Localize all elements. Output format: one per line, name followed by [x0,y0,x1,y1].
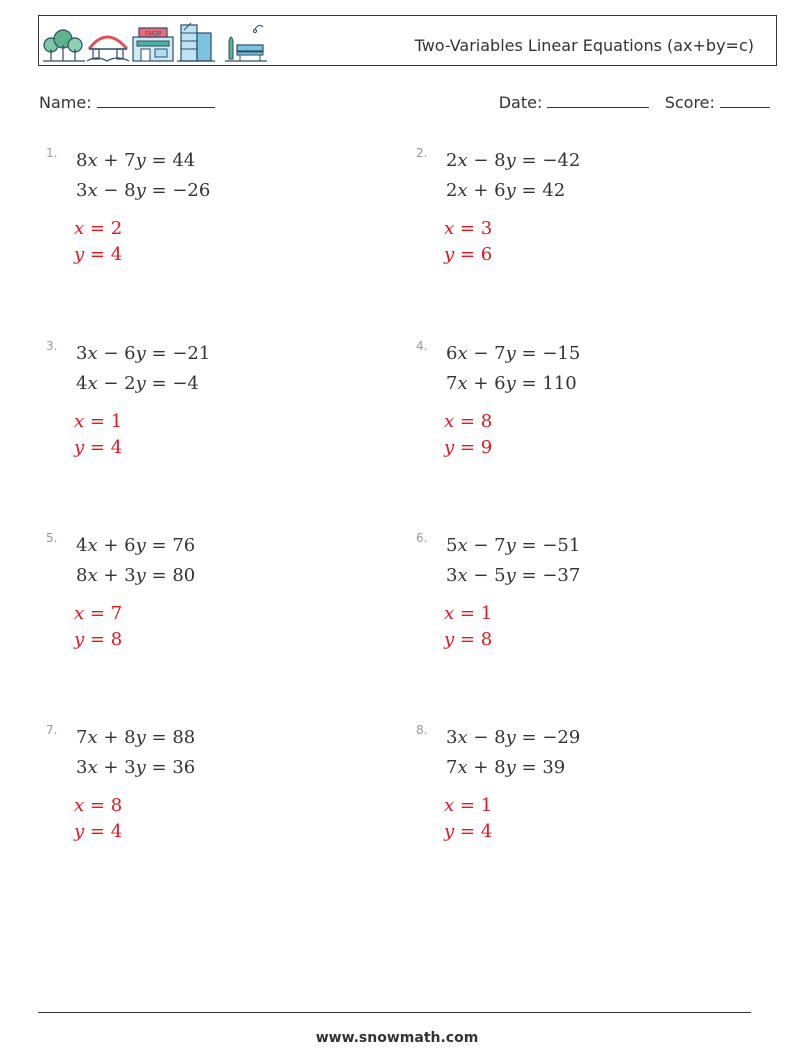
answer-y: y = 4 [74,244,123,265]
shop-sign-text: SHOP [144,31,162,38]
answer-x-value: 2 [110,218,123,239]
var-y: y [505,150,516,171]
equation: 3x − 6y = −21 [76,343,211,364]
constant: 42 [542,180,566,201]
constant: −29 [542,727,581,748]
var-y: y [135,565,146,586]
var-y: y [135,727,146,748]
coef-x: 4 [76,373,88,394]
var-x: x [444,603,455,624]
answer-y: y = 8 [444,629,493,650]
coef-x: 7 [446,757,458,778]
var-y: y [505,727,516,748]
answer-y-value: 6 [480,244,493,265]
equation: 2x − 8y = −42 [446,150,581,171]
var-y: y [74,821,85,842]
var-y: y [135,180,146,201]
problem-number: 1. [46,146,58,160]
var-y: y [444,629,455,650]
answer-x-value: 3 [480,218,493,239]
coef-x: 8 [76,150,88,171]
coef-y: 6 [124,343,136,364]
var-y: y [505,535,516,556]
answer-y-value: 4 [110,821,123,842]
problem-item [416,723,756,873]
operator: − [103,180,119,201]
operator: + [103,535,119,556]
problem-number: 3. [46,339,58,353]
answer-y: y = 4 [74,437,123,458]
coef-x: 2 [446,180,458,201]
operator: − [473,727,489,748]
var-y: y [505,343,516,364]
var-y: y [135,535,146,556]
problem-item [416,531,756,681]
var-y: y [135,343,146,364]
var-x: x [87,535,98,556]
answer-x: x = 8 [74,795,123,816]
score-label: Score: [664,93,715,112]
var-x: x [457,757,468,778]
operator: + [473,373,489,394]
operator: + [103,727,119,748]
var-y: y [444,244,455,265]
equation: 7x + 6y = 110 [446,373,577,394]
constant: 80 [172,565,196,586]
var-x: x [457,727,468,748]
constant: 39 [542,757,566,778]
constant: 36 [172,757,196,778]
coef-y: 3 [124,757,136,778]
operator: + [103,757,119,778]
constant: 88 [172,727,196,748]
name-blank[interactable] [97,93,215,108]
answer-x-value: 1 [110,411,123,432]
var-x: x [87,373,98,394]
answer-x: x = 8 [444,411,493,432]
problem-number: 7. [46,723,58,737]
var-x: x [457,150,468,171]
coef-y: 8 [124,727,136,748]
var-x: x [87,180,98,201]
name-field [39,93,215,112]
var-y: y [505,757,516,778]
footer-divider [38,1012,751,1013]
answer-x-value: 1 [480,603,493,624]
problem-item [416,339,756,489]
answer-y-value: 8 [110,629,123,650]
answer-x: x = 7 [74,603,123,624]
var-y: y [135,373,146,394]
var-x: x [74,603,85,624]
constant: −51 [542,535,581,556]
answer-x-value: 7 [110,603,123,624]
operator: − [103,373,119,394]
operator: + [473,180,489,201]
equation: 3x − 8y = −29 [446,727,581,748]
var-x: x [87,150,98,171]
var-y: y [505,373,516,394]
operator: − [473,535,489,556]
constant: −15 [542,343,581,364]
problem-item [46,146,386,296]
answer-y-value: 8 [480,629,493,650]
constant: 44 [172,150,196,171]
coef-y: 2 [124,373,136,394]
var-y: y [135,150,146,171]
problem-number: 5. [46,531,58,545]
coef-x: 6 [446,343,458,364]
var-x: x [74,411,85,432]
date-score-field [499,93,770,112]
answer-x: x = 1 [74,411,123,432]
coef-y: 8 [494,757,506,778]
coef-y: 8 [494,727,506,748]
equation: 3x + 3y = 36 [76,757,196,778]
coef-y: 5 [494,565,506,586]
problem-number: 8. [416,723,428,737]
constant: −37 [542,565,581,586]
var-x: x [444,411,455,432]
answer-y-value: 4 [480,821,493,842]
coef-x: 3 [446,727,458,748]
operator: + [473,757,489,778]
problem-number: 6. [416,531,428,545]
coef-x: 3 [446,565,458,586]
date-label: Date: [498,93,543,112]
var-x: x [87,565,98,586]
equation: 8x + 3y = 80 [76,565,196,586]
coef-y: 8 [124,180,136,201]
var-x: x [87,727,98,748]
constant: −42 [542,150,581,171]
var-x: x [457,565,468,586]
equation: 5x − 7y = −51 [446,535,581,556]
coef-x: 5 [446,535,458,556]
constant: −26 [172,180,211,201]
date-blank[interactable] [547,93,649,108]
coef-x: 7 [446,373,458,394]
worksheet-title: Two-Variables Linear Equations (ax+by=c) [414,36,754,55]
operator: − [473,565,489,586]
answer-x: x = 3 [444,218,493,239]
problem-number: 4. [416,339,428,353]
var-x: x [457,535,468,556]
answer-x-value: 8 [110,795,123,816]
answer-y: y = 9 [444,437,493,458]
var-y: y [74,437,85,458]
answer-y-value: 4 [110,437,123,458]
operator: − [473,150,489,171]
operator: + [103,150,119,171]
problem-number: 2. [416,146,428,160]
coef-y: 6 [494,373,506,394]
equation: 4x − 2y = −4 [76,373,199,394]
coef-y: 8 [494,150,506,171]
var-x: x [457,343,468,364]
equation: 3x − 8y = −26 [76,180,211,201]
answer-y: y = 6 [444,244,493,265]
city-logo-icon [41,19,267,65]
coef-y: 6 [124,535,136,556]
coef-y: 7 [494,535,506,556]
answer-x: x = 2 [74,218,123,239]
constant: 110 [542,373,577,394]
var-x: x [457,373,468,394]
coef-x: 2 [446,150,458,171]
constant: −21 [172,343,211,364]
problem-item [46,723,386,873]
problem-item [46,339,386,489]
var-y: y [135,757,146,778]
equation: 2x + 6y = 42 [446,180,566,201]
answer-y: y = 8 [74,629,123,650]
coef-x: 4 [76,535,88,556]
answer-x-value: 1 [480,795,493,816]
coef-y: 3 [124,565,136,586]
var-x: x [74,218,85,239]
var-y: y [74,244,85,265]
answer-y-value: 9 [480,437,493,458]
var-x: x [444,795,455,816]
equation: 6x − 7y = −15 [446,343,581,364]
var-y: y [505,565,516,586]
problem-item [46,531,386,681]
problem-item [416,146,756,296]
operator: − [473,343,489,364]
coef-x: 3 [76,757,88,778]
coef-y: 7 [494,343,506,364]
var-x: x [87,343,98,364]
coef-y: 7 [124,150,136,171]
equation: 7x + 8y = 39 [446,757,566,778]
var-y: y [74,629,85,650]
answer-x-value: 8 [480,411,493,432]
answer-y: y = 4 [444,821,493,842]
operator: + [103,565,119,586]
var-x: x [457,180,468,201]
var-y: y [444,437,455,458]
answer-x: x = 1 [444,603,493,624]
footer-url: www.snowmath.com [315,1030,479,1046]
name-label: Name: [39,93,92,112]
coef-x: 3 [76,343,88,364]
equation: 3x − 5y = −37 [446,565,581,586]
coef-x: 7 [76,727,88,748]
equation: 7x + 8y = 88 [76,727,196,748]
answer-y-value: 4 [110,244,123,265]
answer-y: y = 4 [74,821,123,842]
worksheet-header [38,15,777,66]
coef-x: 3 [76,180,88,201]
equation: 8x + 7y = 44 [76,150,196,171]
var-x: x [87,757,98,778]
coef-x: 8 [76,565,88,586]
var-x: x [444,218,455,239]
constant: 76 [172,535,196,556]
coef-y: 6 [494,180,506,201]
var-y: y [505,180,516,201]
answer-x: x = 1 [444,795,493,816]
operator: − [103,343,119,364]
score-blank[interactable] [720,93,770,108]
constant: −4 [172,373,199,394]
var-y: y [444,821,455,842]
equation: 4x + 6y = 76 [76,535,196,556]
var-x: x [74,795,85,816]
